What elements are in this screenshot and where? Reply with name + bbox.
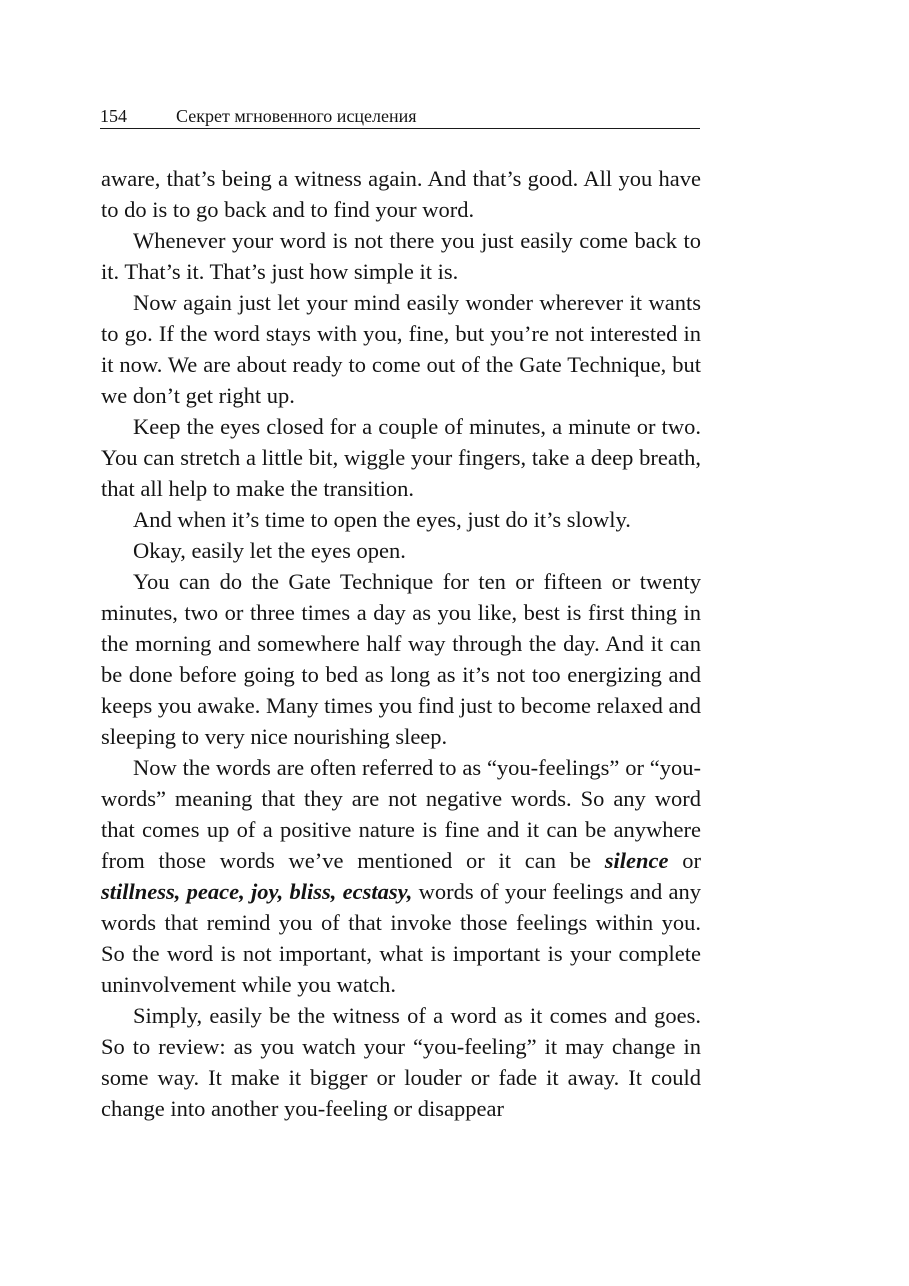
text-run: Now the words are often referred to as “you-feelings” or “you-words” meaning that they are not negative words. So any word that comes up of a positive nature is fine and it can be anywhere from those words we’ve mentioned or it can be [101,755,701,873]
paragraph: Now again just let your mind easily wonder wherever it wants to go. If the word stays with you, fine, but you’re not interested in it now. We are about ready to come out of the Gate Technique, but we don’t get right up. [101,290,701,408]
page-number: 154 [100,106,127,126]
paragraph: Keep the eyes closed for a couple of minutes, a minute or two. You can stretch a little bit, wiggle your fingers, take a deep breath, that all help to make the transition. [101,414,701,501]
text-run: words of your feelings and any words that remind you of that invoke those feelings within you. So the word is not important, what is important is your complete uninvolvement while you watch. [101,879,701,997]
paragraph: Simply, easily be the witness of a word as it comes and goes. So to review: as you watch your “you-feeling” it may change in some way. It make it bigger or louder or fade it away. It could change into another you-feeling or disappear [101,1003,701,1121]
paragraph: Whenever your word is not there you just easily come back to it. That’s it. That’s just how simple it is. [101,228,701,284]
paragraph: aware, that’s being a witness again. And that’s good. All you have to do is to go back and to find your word. [101,166,701,222]
emphasis-silence: silence [604,848,669,873]
paragraph: Okay, easily let the eyes open. [133,538,406,563]
paragraph: You can do the Gate Technique for ten or fifteen or twenty minutes, two or three times a day as you like, best is first thing in the morning and somewhere half way through the day. And it can be done before going to bed as long as it’s not too energizing and keeps you awake. Many times you find just to become relaxed and sleeping to very nice nourishing sleep. [101,569,701,749]
paragraph-with-emphasis [101,752,701,1000]
text-run: or [668,848,702,873]
emphasis-feelings-list: stillness, peace, joy, bliss, ecstasy, [101,879,413,904]
paragraph: And when it’s time to open the eyes, just do it’s slowly. [133,507,631,532]
running-header [100,104,700,129]
running-title: Секрет мгновенного исцеления [176,106,417,126]
body-text [101,163,701,1124]
